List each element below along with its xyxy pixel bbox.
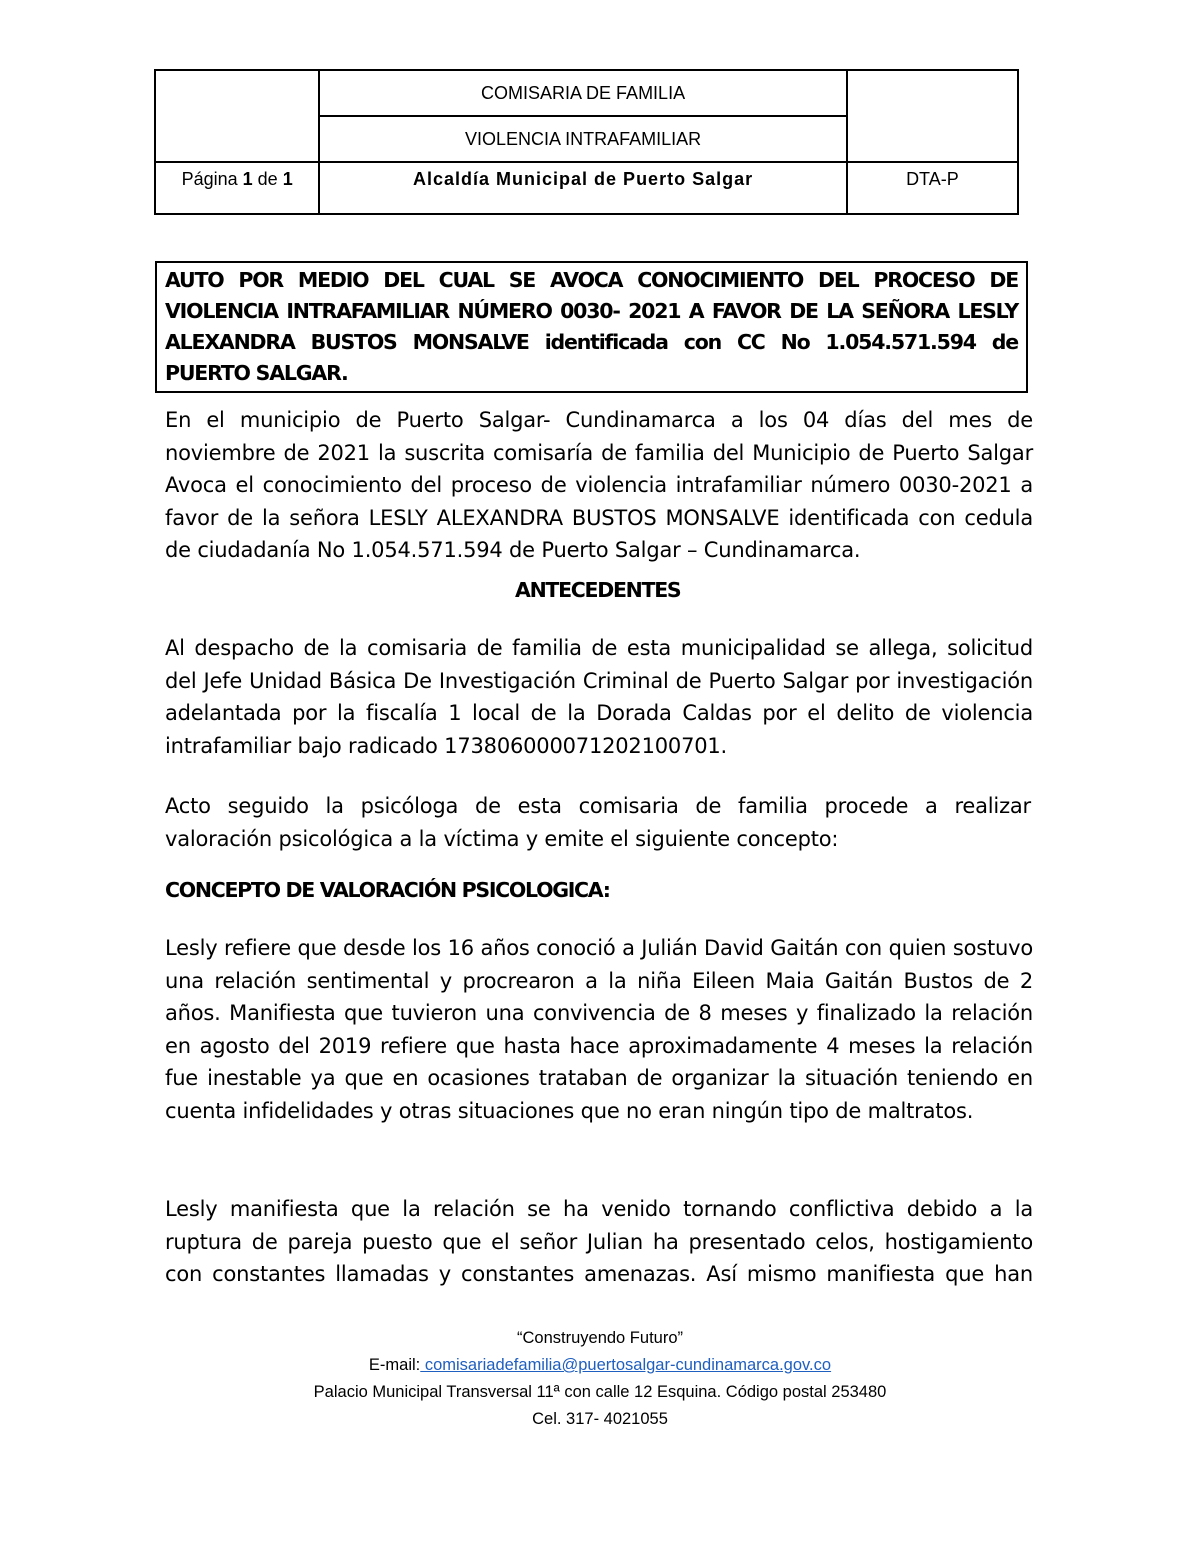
header-page-number [155,162,319,214]
concepto-paragraph-1: Lesly refiere que desde los 16 años conoció a Julián David Gaitán con quien sostuvo una relación sentimental y procrearon a la niña Eileen Maia Gaitán Bustos de 2 años. Manifiesta que tuvieron una convivencia de 8 meses y finalizado la relación en agosto del 2019 refiere que hasta hace aproximadamente 4 meses la relación fue inestable ya que en ocasiones trataban de organizar la situación teniendo en cuenta infidelidades y otras situaciones que no eran ningún tipo de maltratos. [165,936,1033,1123]
header-logo-cell-right [847,70,1018,162]
header-department: COMISARIA DE FAMILIA [319,70,847,116]
section-heading-concepto: CONCEPTO DE VALORACIÓN PSICOLOGICA: [165,878,610,902]
footer-address: Palacio Municipal Transversal 11ª con calle 12 Esquina. Código postal 253480 [313,1383,887,1401]
header-institution: Alcaldía Municipal de Puerto Salgar [319,162,847,214]
footer-email-line [0,1356,1200,1375]
footer-email-link[interactable]: comisariadefamilia@puertosalgar-cundinamarca.gov.co [420,1356,832,1374]
intro-paragraph: En el municipio de Puerto Salgar- Cundinamarca a los 04 días del mes de noviembre de 2021 la suscrita comisaría de familia del Municipio de Puerto Salgar Avoca el conocimiento del proceso de violencia intrafamiliar número 0030-2021 a favor de la señora LESLY ALEXANDRA BUSTOS MONSALVE identificada con cedula de ciudadanía No 1.054.571.594 de Puerto Salgar – Cundinamarca. [165,408,1033,562]
acto-paragraph: Acto seguido la psicóloga de esta comisaria de familia procede a realizar valoración psicológica a la víctima y emite el siguiente concepto: [165,794,1031,851]
page-of: de [257,169,278,189]
page-total: 1 [282,169,293,189]
page-label: Página [181,169,238,189]
header-subject: VIOLENCIA INTRAFAMILIAR [319,116,847,162]
antecedentes-paragraph: Al despacho de la comisaria de familia de esta municipalidad se allega, solicitud del Jefe Unidad Básica De Investigación Criminal de Puerto Salgar por investigación adelantada por la fiscalía 1 local de la Dorada Caldas por el delito de violencia intrafamiliar bajo radicado 173806000071202100701. [165,636,1033,758]
page-current: 1 [242,169,253,189]
header-doc-code: DTA-P [847,162,1018,214]
footer-email-label: E-mail: [368,1356,421,1374]
section-heading-antecedentes: ANTECEDENTES [515,578,681,602]
footer-phone: Cel. 317- 4021055 [532,1410,668,1428]
document-header-table [154,69,1019,215]
document-title: AUTO POR MEDIO DEL CUAL SE AVOCA CONOCIMIENTO DEL PROCESO DE VIOLENCIA INTRAFAMILIAR NÚMERO 0030- 2021 A FAVOR DE LA SEÑORA LESLY ALEXANDRA BUSTOS MONSALVE identificada con CC No 1.054.571.594 de PUERTO SALGAR. [155,261,1028,393]
concepto-paragraph-2: Lesly manifiesta que la relación se ha venido tornando conflictiva debido a la ruptura de pareja puesto que el señor Julian ha presentado celos, hostigamiento con constantes llamadas y constantes amenazas. Así mismo manifiesta que han [165,1197,1033,1286]
footer-slogan: “Construyendo Futuro” [517,1329,683,1347]
header-logo-cell-left [155,70,319,162]
